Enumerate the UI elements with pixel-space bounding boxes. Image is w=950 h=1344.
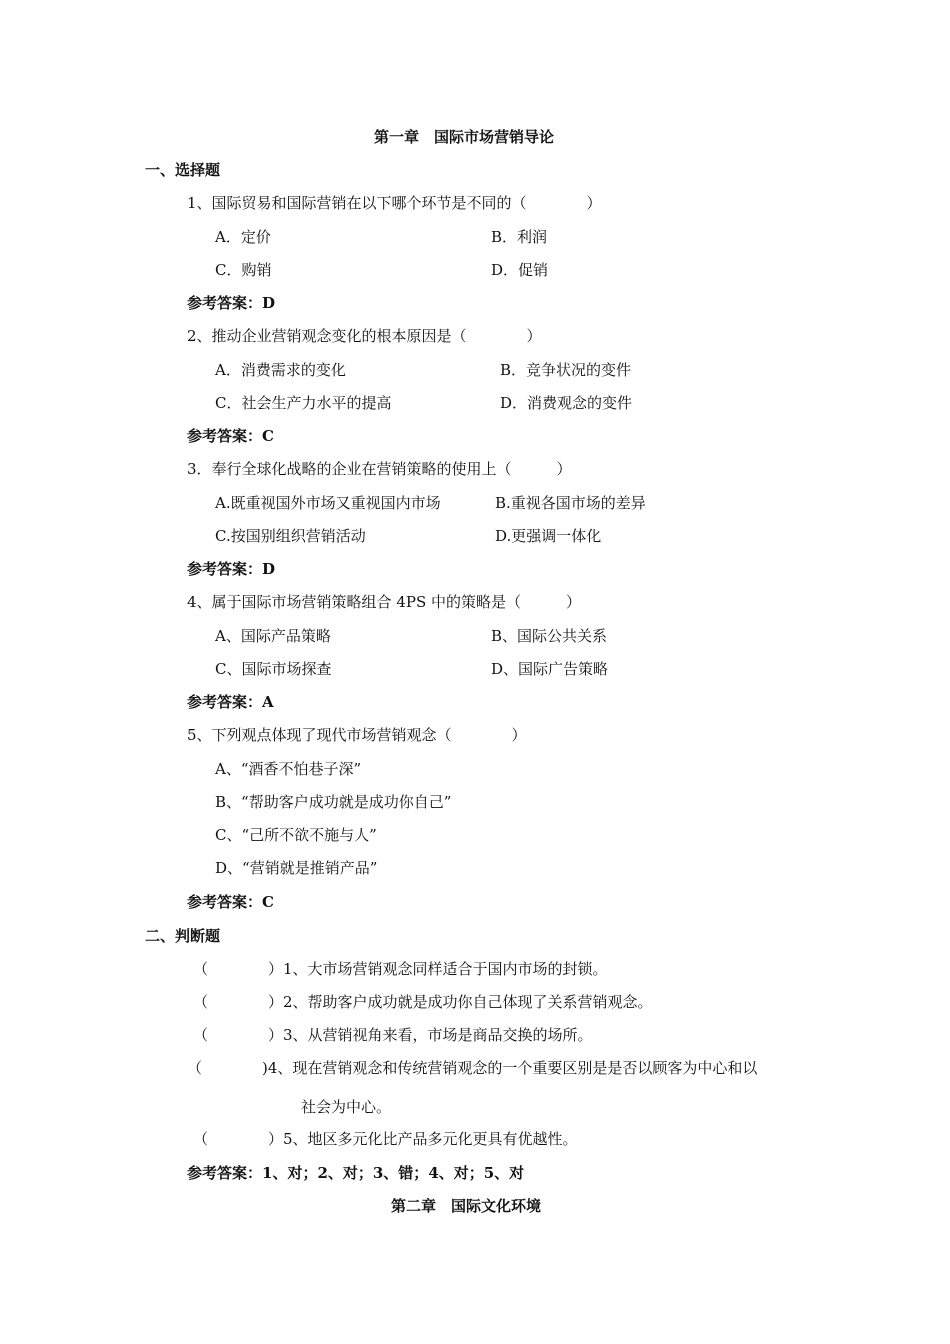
option-c: C、“己所不欲不施与人” bbox=[215, 826, 377, 844]
option-c: C、国际市场探查 bbox=[215, 660, 332, 678]
section-heading-judgment: 二、判断题 bbox=[145, 927, 221, 945]
answer-label: 参考答案：C bbox=[187, 893, 274, 911]
option-c: C．购销 bbox=[215, 261, 272, 279]
question-stem: 3．奉行全球化战略的企业在营销策略的使用上（ ） bbox=[187, 460, 572, 478]
option-d: D.更强调一体化 bbox=[495, 527, 602, 545]
question-stem: 4、属于国际市场营销策略组合 4PS 中的策略是（ ） bbox=[187, 593, 581, 611]
option-c: C.按国别组织营销活动 bbox=[215, 527, 366, 545]
option-b: B、国际公共关系 bbox=[491, 627, 608, 645]
option-d: D、国际广告策略 bbox=[491, 660, 609, 678]
chapter-title: 第一章 国际市场营销导论 bbox=[374, 128, 555, 146]
answer-label: 参考答案：C bbox=[187, 427, 274, 445]
answer-label: 参考答案：A bbox=[187, 693, 274, 711]
answer-label: 参考答案：D bbox=[187, 560, 276, 578]
option-b: B．竞争状况的变件 bbox=[500, 361, 632, 379]
chapter-title: 第二章 国际文化环境 bbox=[391, 1197, 542, 1215]
option-b: B、“帮助客户成功就是成功你自己” bbox=[215, 793, 452, 811]
question-stem: 5、下列观点体现了现代市场营销观念（ ） bbox=[187, 726, 527, 744]
option-c: C．社会生产力水平的提高 bbox=[215, 394, 392, 412]
option-a: A．定价 bbox=[215, 228, 271, 246]
judgment-item: （ ）1、大市场营销观念同样适合于国内市场的封锁。 bbox=[193, 960, 608, 978]
option-a: A.既重视国外市场又重视国内市场 bbox=[215, 494, 441, 512]
judgment-item: （ ）3、从营销视角来看，市场是商品交换的场所。 bbox=[193, 1026, 593, 1044]
answer-label: 参考答案：1、对；2、对；3、错；4、对；5、对 bbox=[187, 1164, 525, 1182]
option-b: B.重视各国市场的差异 bbox=[495, 494, 646, 512]
judgment-item-continuation: 社会为中心。 bbox=[301, 1098, 392, 1116]
judgment-item: （ ）2、帮助客户成功就是成功你自己体现了关系营销观念。 bbox=[193, 993, 653, 1011]
option-a: A、“酒香不怕巷子深” bbox=[215, 760, 362, 778]
option-a: A．消费需求的变化 bbox=[215, 361, 346, 379]
question-stem: 1、国际贸易和国际营销在以下哪个环节是不同的（ ） bbox=[187, 194, 602, 212]
option-d: D、“营销就是推销产品” bbox=[215, 859, 378, 877]
option-a: A、国际产品策略 bbox=[215, 627, 331, 645]
judgment-item: （ )4、现在营销观念和传统营销观念的一个重要区别是是否以顾客为中心和以 bbox=[187, 1059, 758, 1077]
section-heading-choice: 一、选择题 bbox=[145, 161, 221, 179]
option-d: D．促销 bbox=[491, 261, 549, 279]
answer-label: 参考答案：D bbox=[187, 294, 276, 312]
option-b: B．利润 bbox=[491, 228, 548, 246]
judgment-item: （ ）5、地区多元化比产品多元化更具有优越性。 bbox=[193, 1130, 578, 1148]
option-d: D．消费观念的变件 bbox=[500, 394, 633, 412]
question-stem: 2、推动企业营销观念变化的根本原因是（ ） bbox=[187, 327, 542, 345]
